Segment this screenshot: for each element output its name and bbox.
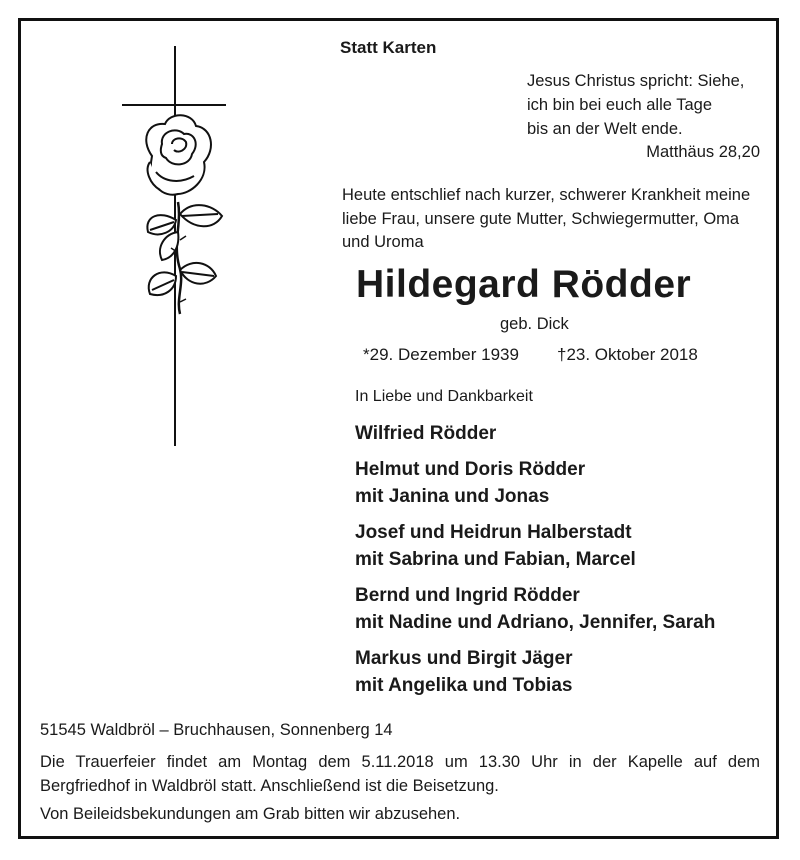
family-line: Markus und Birgit Jäger — [355, 647, 573, 669]
family-group — [355, 420, 715, 448]
family-line: mit Sabrina und Fabian, Marcel — [355, 549, 636, 570]
family-group — [355, 519, 715, 574]
verse-line: ich bin bei euch alle Tage — [527, 96, 712, 114]
family-line: Josef und Heidrun Halberstadt — [355, 521, 632, 543]
family-line: Helmut und Doris Rödder — [355, 458, 586, 480]
cross-rose-icon — [120, 44, 230, 449]
family-line: mit Nadine und Adriano, Jennifer, Sarah — [355, 612, 716, 633]
announcement-text — [342, 184, 750, 255]
announcement-line: Heute entschlief nach kurzer, schwerer Krankheit meine — [342, 186, 751, 204]
announcement-line: liebe Frau, unsere gute Mutter, Schwiegermutter, Oma — [342, 209, 740, 228]
verse-line: Jesus Christus spricht: Siehe, — [527, 72, 745, 90]
family-line: Wilfried Rödder — [355, 423, 497, 444]
family-line: Bernd und Ingrid Rödder — [355, 584, 580, 606]
notice-header: Statt Karten — [340, 38, 437, 57]
family-list — [355, 420, 715, 708]
announcement-line: und Uroma — [342, 233, 424, 251]
maiden-name: geb. Dick — [500, 315, 569, 333]
ceremony-info: Die Trauerfeier findet am Montag dem 5.11.2018 um 13.30 Uhr in der Kapelle auf dem Bergfriedhof in Waldbröl statt. Anschließend ist die Beisetzung. — [40, 753, 760, 795]
family-group — [355, 456, 715, 511]
verse-line: bis an der Welt ende. — [527, 120, 683, 138]
birth-date: *29. Dezember 1939 — [363, 345, 519, 364]
death-date: †23. Oktober 2018 — [557, 345, 698, 364]
address: 51545 Waldbröl – Bruchhausen, Sonnenberg 14 — [40, 721, 393, 739]
family-line: mit Janina und Jonas — [355, 486, 550, 507]
deceased-name: Hildegard Rödder — [356, 263, 692, 306]
family-group — [355, 645, 715, 700]
verse-reference: Matthäus 28,20 — [646, 143, 760, 161]
closing-phrase: In Liebe und Dankbarkeit — [355, 388, 533, 405]
family-group — [355, 582, 715, 637]
condolence-note: Von Beileidsbekundungen am Grab bitten wir abzusehen. — [40, 805, 461, 823]
family-line: mit Angelika und Tobias — [355, 675, 573, 696]
bible-verse — [527, 69, 744, 141]
